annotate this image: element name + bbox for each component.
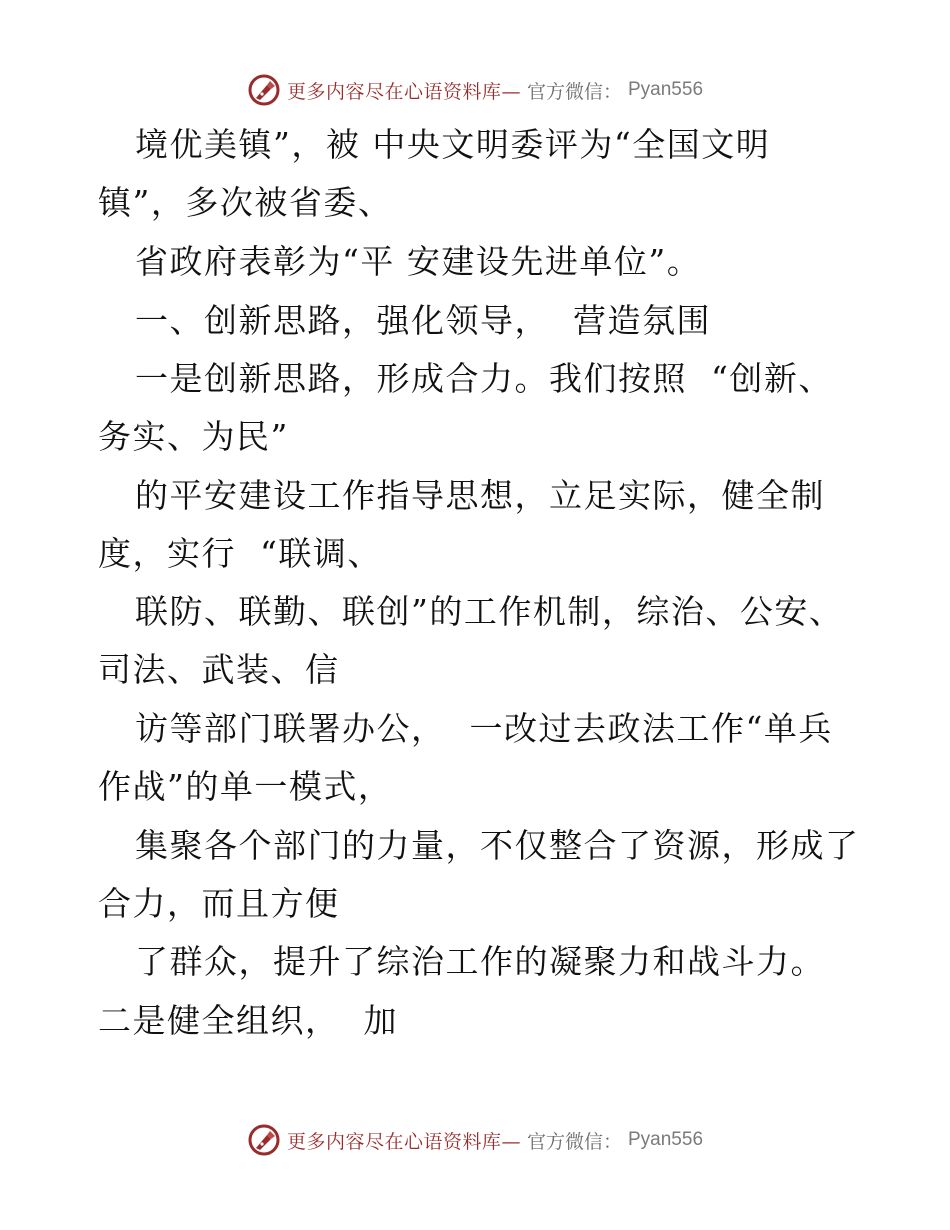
watermark-wechat-label: 官方微信： — [526, 80, 622, 103]
watermark-site-text: 更多内容尽在心语资料库— — [286, 1130, 521, 1153]
section-heading: 一、创新思路，强化领导， 营造氛围 — [135, 301, 711, 340]
body-line: 的平安建设工作指导思想，立足实际，健全制 — [135, 476, 825, 515]
body-line: 联防、联勤、联创”的工作机制，综治、公安、 — [135, 592, 844, 631]
body-line: 省政府表彰为“平 安建设先进单位”。 — [135, 242, 702, 281]
body-line: 了群众，提升了综治工作的凝聚力和战斗力。 — [135, 942, 825, 981]
watermark-site-text: 更多内容尽在心语资料库— — [286, 80, 521, 103]
watermark-wechat-label: 官方微信： — [526, 1130, 622, 1153]
body-line: 合力，而且方便 — [98, 884, 340, 923]
body-line: 访等部门联署办公， 一改过去政法工作“单兵 — [135, 709, 833, 748]
pen-nib-logo-icon — [247, 73, 281, 107]
header-watermark — [0, 70, 950, 110]
body-line: 一是创新思路，形成合力。我们按照 “创新、 — [135, 359, 833, 398]
pen-nib-logo-icon — [247, 1123, 281, 1157]
body-line: 作战”的单一模式， — [98, 767, 393, 806]
body-line: 司法、武装、信 — [98, 650, 340, 689]
body-line: 务实、为民” — [98, 417, 289, 456]
body-line: 二是健全组织， 加 — [98, 1001, 398, 1040]
footer-watermark — [0, 1120, 950, 1160]
body-line: 境优美镇”，被 中央文明委评为“全国文明 — [135, 125, 771, 164]
watermark-wechat-id: Pyan556 — [628, 1129, 704, 1150]
watermark-wechat-id: Pyan556 — [628, 79, 704, 100]
body-line: 集聚各个部门的力量，不仅整合了资源，形成了 — [135, 826, 860, 865]
body-line: 镇”，多次被省委、 — [98, 183, 393, 222]
body-line: 度，实行 “联调、 — [98, 534, 382, 573]
